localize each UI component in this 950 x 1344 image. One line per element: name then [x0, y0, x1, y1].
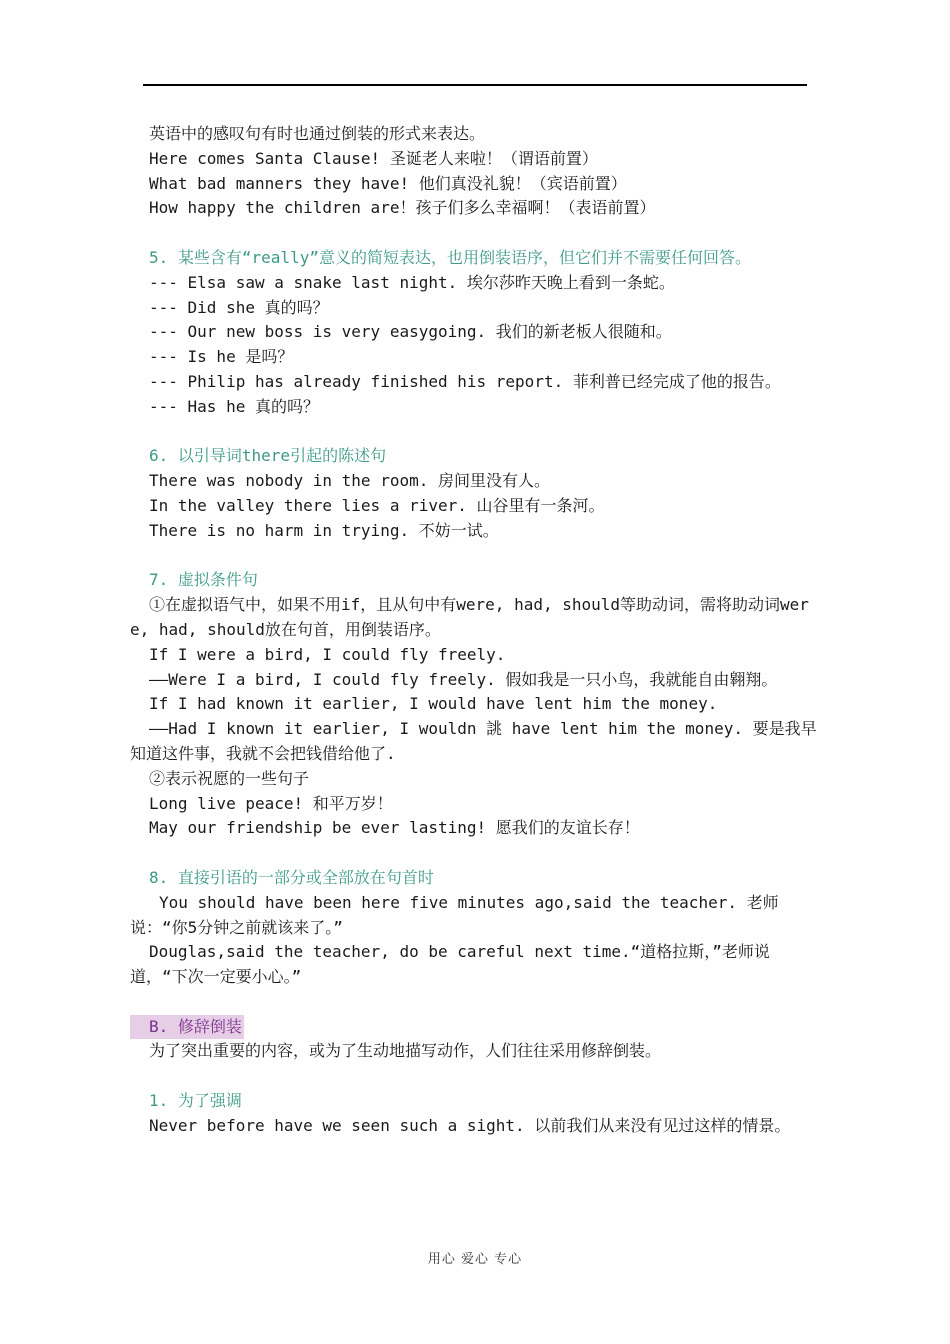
document-body — [130, 122, 820, 1139]
example-line: --- Has he 真的吗？ — [149, 396, 319, 416]
spacer — [130, 841, 820, 866]
spacer — [130, 221, 820, 246]
example-line: May our friendship be ever lasting! 愿我们的友谊长存！ — [149, 818, 640, 838]
example-line: If I were a bird, I could fly freely. — [149, 644, 506, 664]
example-line: --- Philip has already finished his report. 菲利普已经完成了他的报告。 — [149, 371, 781, 391]
example-line: In the valley there lies a river. 山谷里有一条河。 — [149, 495, 605, 515]
paragraph-exclamation-intro: 英语中的感叹句有时也通过倒装的形式来表达。 — [149, 124, 486, 143]
spacer — [130, 420, 820, 445]
example-line: How happy the children are！孩子们多么幸福啊！（表语前置） — [149, 198, 656, 218]
paragraph-subjunctive: ①在虚拟语气中，如果不用if，且从句中有were, had, should等助动词，需将助动词were, had, should放在句首，用倒装语序。 — [130, 595, 809, 639]
example-line: ——Were I a bird, I could fly freely. 假如我是一只小鸟，我就能自由翱翔。 — [149, 669, 778, 689]
example-line: --- Elsa saw a snake last night. 埃尔莎昨天晚上看到一条蛇。 — [149, 272, 675, 292]
section-heading-6: 6. 以引导词there引起的陈述句 — [149, 446, 387, 466]
example-line: There is no harm in trying. 不妨一试。 — [149, 520, 499, 540]
example-line: Douglas,said the teacher, do be careful next time.“道格拉斯，”老师说道，“下次一定要小心。” — [130, 942, 770, 987]
section-heading-7: 7. 虚拟条件句 — [149, 570, 258, 590]
example-line: Long live peace! 和平万岁！ — [149, 793, 393, 813]
paragraph-rhetorical: 为了突出重要的内容，或为了生动地描写动作，人们往往采用修辞倒装。 — [149, 1041, 662, 1061]
section-heading-5: 5. 某些含有“really”意义的简短表达，也用倒装语序，但它们并不需要任何回答。 — [149, 247, 751, 267]
section-heading-b: B. 修辞倒装 — [130, 1015, 244, 1040]
example-line: There was nobody in the room. 房间里没有人。 — [149, 471, 550, 491]
spacer — [130, 990, 820, 1015]
example-line: Here comes Santa Clause! 圣诞老人来啦！（谓语前置） — [149, 148, 598, 168]
example-line: --- Our new boss is very easygoing. 我们的新老板人很随和。 — [149, 322, 672, 342]
example-line: --- Is he 是吗？ — [149, 347, 294, 367]
section-b-heading-row — [130, 1015, 820, 1040]
example-line: ——Had I known it earlier, I wouldn 誂 have lent him the money. 要是我早知道这件事，我就不会把钱借给他了. — [130, 719, 817, 763]
spacer — [130, 544, 820, 569]
page-footer: 用心 爱心 专心 — [427, 1252, 523, 1267]
section-heading-8: 8. 直接引语的一部分或全部放在句首时 — [149, 867, 434, 887]
paragraph-wishes: ②表示祝愿的一些句子 — [149, 768, 310, 788]
example-line: --- Did she 真的吗？ — [149, 297, 329, 317]
example-line: You should have been here five minutes ago,said the teacher. 老师说：“你5分钟之前就该来了。” — [130, 892, 779, 937]
section-heading-1: 1. 为了强调 — [149, 1091, 242, 1111]
example-line: If I had known it earlier, I would have lent him the money. — [149, 694, 718, 714]
example-line: Never before have we seen such a sight. 以前我们从来没有见过这样的情景。 — [149, 1115, 791, 1135]
spacer — [130, 1064, 820, 1089]
example-line: What bad manners they have! 他们真没礼貌！（宾语前置） — [149, 173, 627, 193]
header-rule — [143, 84, 807, 86]
